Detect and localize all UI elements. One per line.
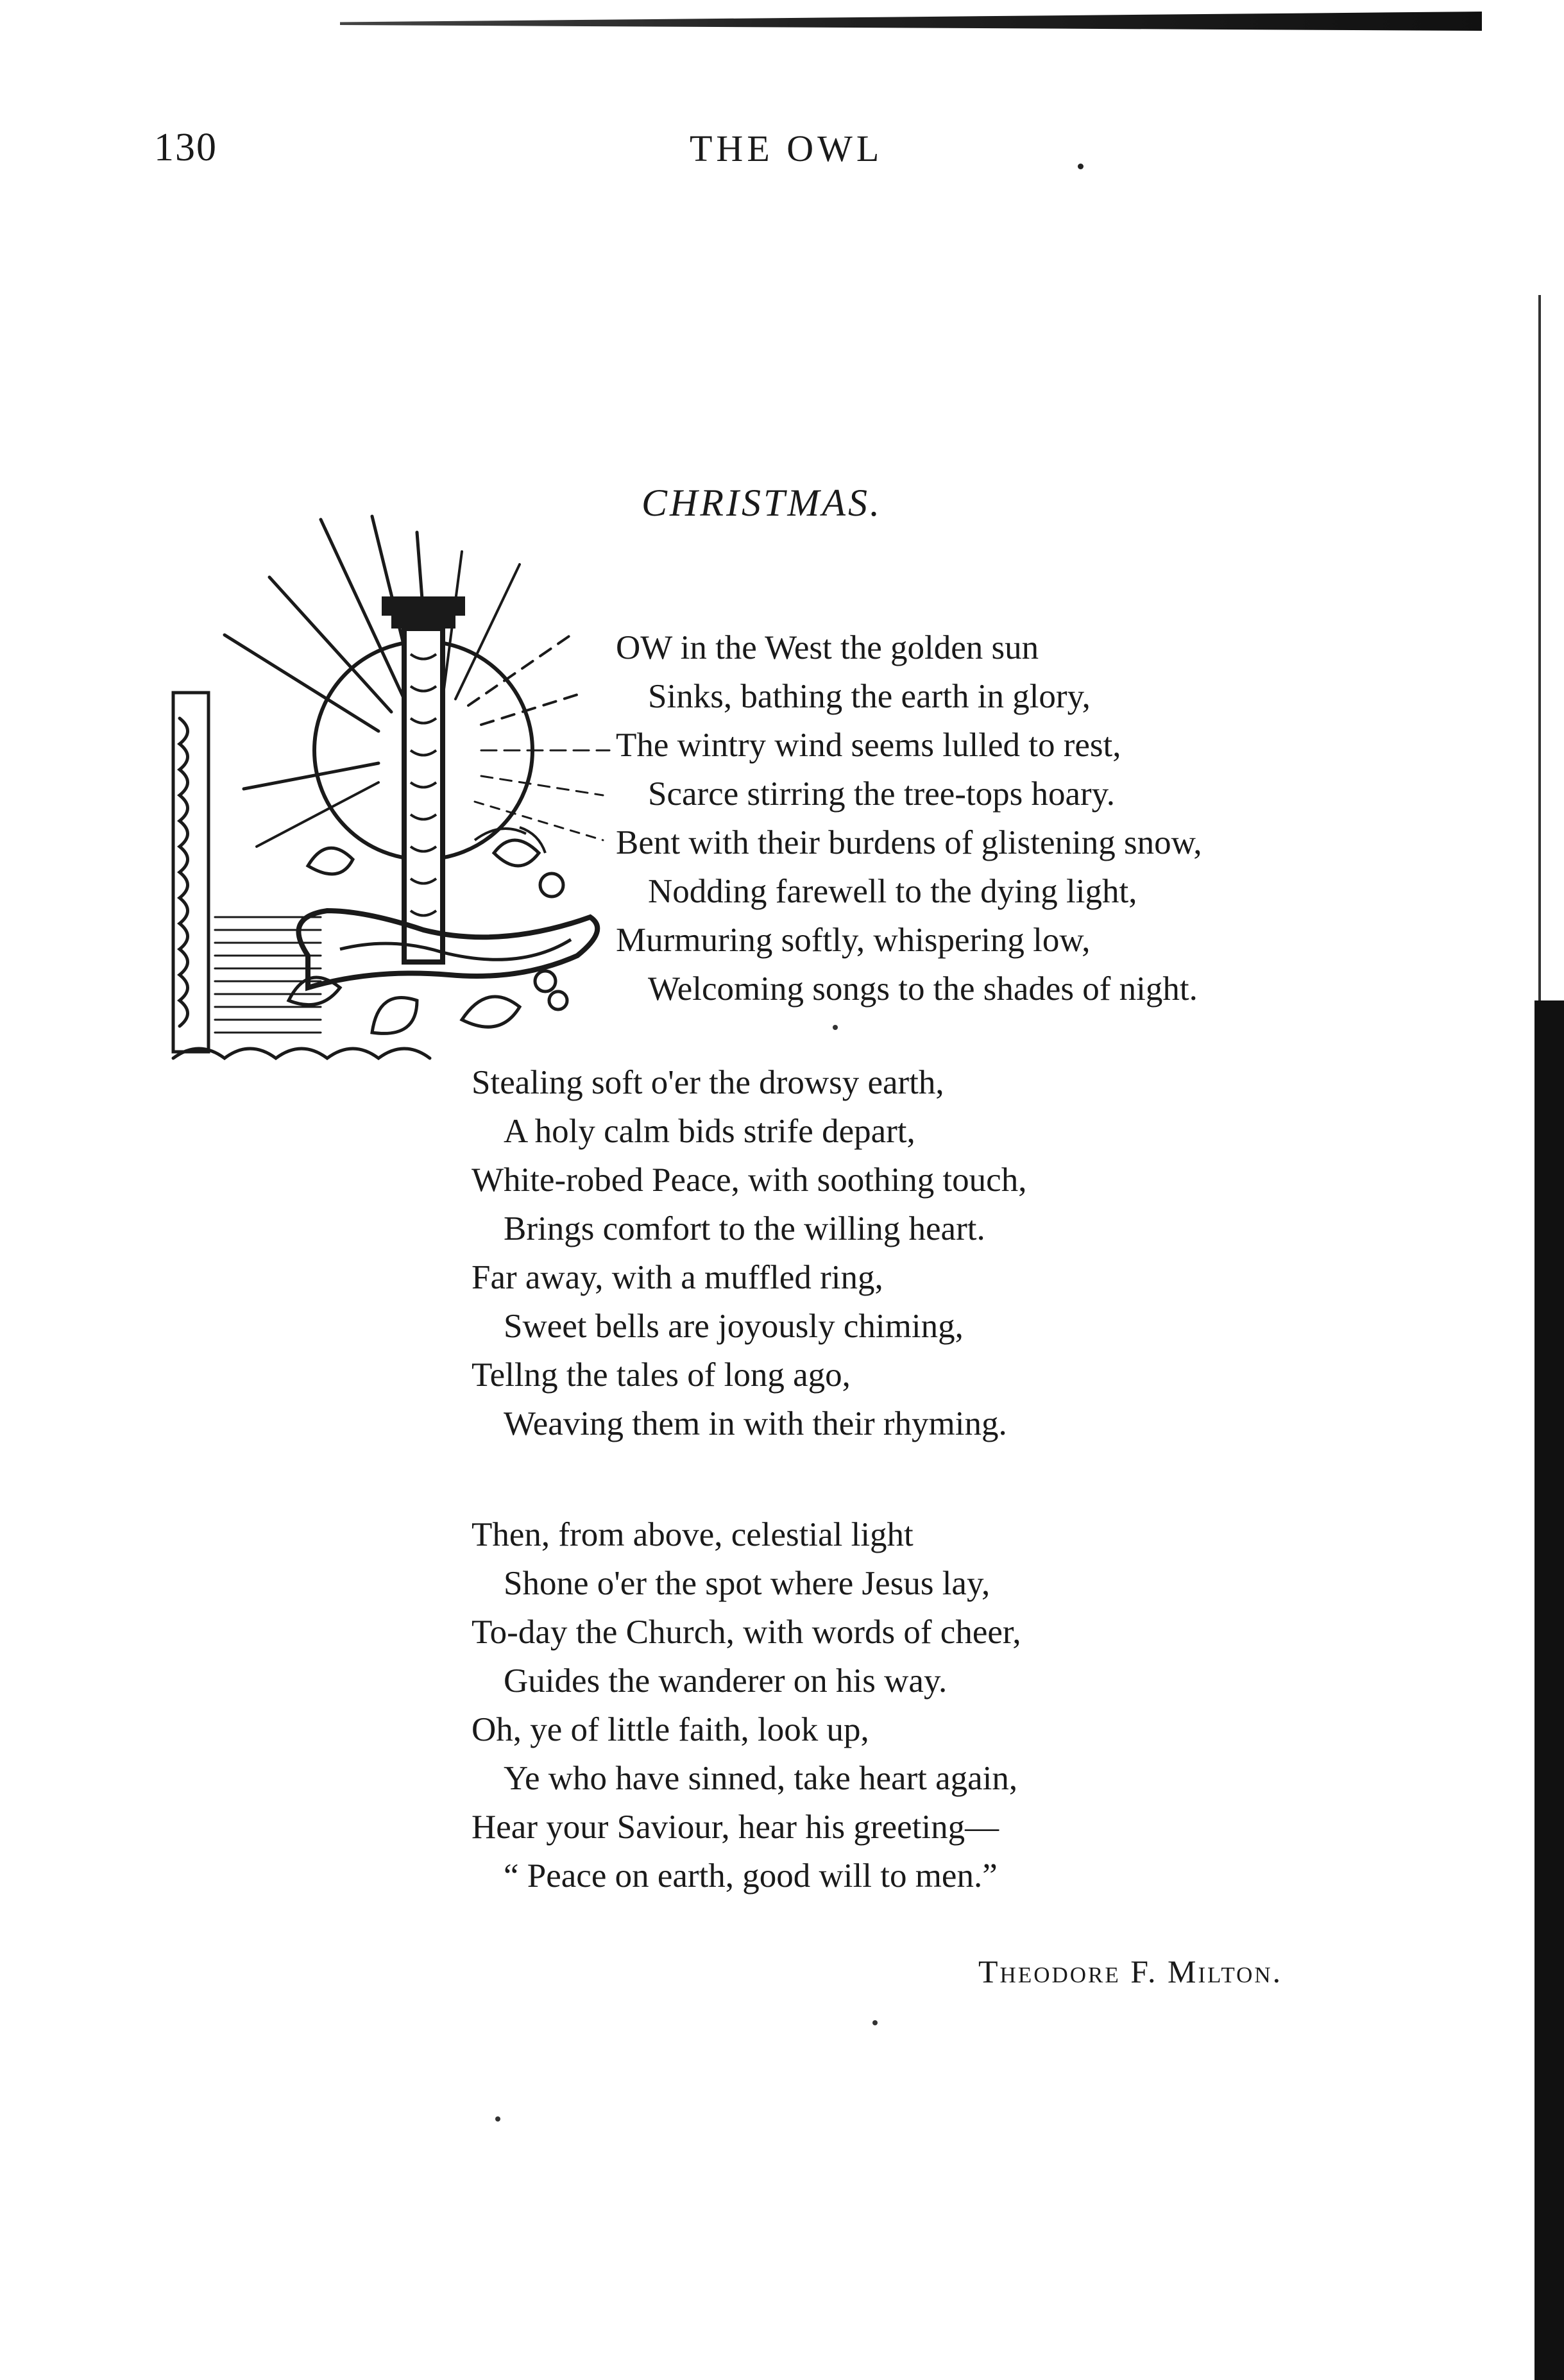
poem-line: Weaving them in with their rhyming. xyxy=(504,1405,1007,1442)
poem-line: To-day the Church, with words of cheer, xyxy=(472,1614,1021,1651)
poem-line: Ye who have sinned, take heart again, xyxy=(504,1760,1018,1797)
poem-line: Oh, ye of little faith, look up, xyxy=(472,1711,869,1748)
poem-line: Bent with their burdens of glistening snow, xyxy=(616,824,1202,861)
poem-line: Shone o'er the spot where Jesus lay, xyxy=(504,1565,990,1602)
poem-line: Welcoming songs to the shades of night. xyxy=(648,970,1198,1008)
ink-speck xyxy=(833,1025,838,1030)
poem-line: Far away, with a muffled ring, xyxy=(472,1259,883,1296)
poem-line: The wintry wind seems lulled to rest, xyxy=(616,727,1121,764)
stanza-3 xyxy=(472,1510,1021,1900)
page-edge-line xyxy=(1538,295,1541,1000)
poem-line: White-robed Peace, with soothing touch, xyxy=(472,1161,1027,1199)
poem-line: A holy calm bids strife depart, xyxy=(504,1113,915,1150)
poem-line: Then, from above, celestial light xyxy=(472,1516,914,1553)
poem-line: OW in the West the golden sun xyxy=(616,629,1039,666)
page-edge-shadow xyxy=(1534,1000,1564,2380)
ink-speck xyxy=(495,2116,500,2122)
poem-line: Scarce stirring the tree-tops hoary. xyxy=(648,775,1115,813)
poem-line: Sweet bells are joyously chiming, xyxy=(504,1308,964,1345)
author-signature: Theodore F. Milton. xyxy=(978,1954,1283,1989)
poem-line: Hear your Saviour, hear his greeting— xyxy=(472,1809,999,1846)
poem-line: Guides the wanderer on his way. xyxy=(504,1662,948,1700)
decorative-initial-illustration xyxy=(160,507,629,1071)
poem-title: CHRISTMAS. xyxy=(642,482,882,524)
poem-line: “ Peace on earth, good will to men.” xyxy=(504,1857,998,1895)
poem-line: Brings comfort to the willing heart. xyxy=(504,1210,985,1247)
poem-line: Murmuring softly, whispering low, xyxy=(616,922,1091,959)
running-title: THE OWL xyxy=(690,128,883,169)
stanza-1 xyxy=(616,623,1202,1013)
poem-line: Sinks, bathing the earth in glory, xyxy=(648,678,1091,715)
poem-line: Nodding farewell to the dying light, xyxy=(648,873,1137,910)
stanza-2 xyxy=(472,1058,1026,1448)
top-rule xyxy=(340,12,1482,31)
ink-speck xyxy=(872,2020,878,2025)
page-number: 130 xyxy=(154,126,217,169)
poem-line: Stealing soft o'er the drowsy earth, xyxy=(472,1064,944,1101)
poem-line: Tellng the tales of long ago, xyxy=(472,1356,851,1394)
ink-speck xyxy=(1078,164,1084,169)
